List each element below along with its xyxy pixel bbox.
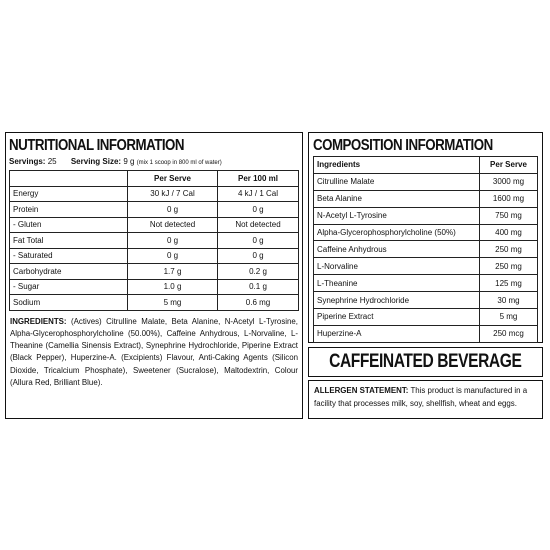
serving-size-note: (mix 1 scoop in 800 ml of water) [136,160,222,166]
nutrient-per-100ml: 0.1 g [218,279,299,295]
composition-ingredient-name: Caffeine Anhydrous [314,241,480,258]
nutrition-header-per-100ml: Per 100 ml [218,171,299,187]
nutrition-header-blank [10,171,128,187]
nutrient-name: - Saturated [10,248,128,264]
composition-row [314,173,538,190]
composition-ingredient-amount: 250 mcg [480,325,538,342]
composition-ingredient-name: Alpha-Glycerophosphorylcholine (50%) [314,224,480,241]
composition-header-row [314,157,538,174]
caffeinated-beverage-banner [308,347,543,377]
composition-row [314,325,538,342]
servings-line [9,156,299,170]
composition-row [314,207,538,224]
composition-ingredient-name: Synephrine Hydrochloride [314,292,480,309]
nutrition-row-sugar [10,279,299,295]
nutrient-name: - Sugar [10,279,128,295]
nutrition-row-sodium [10,295,299,311]
allergen-text: This product is manufactured in a facility that processes milk, soy, shellfish, wheat and eggs. [314,386,528,408]
composition-row [314,190,538,207]
composition-ingredient-amount: 750 mg [480,207,538,224]
composition-row [314,241,538,258]
composition-row [314,224,538,241]
nutrient-per-serve: Not detected [128,217,218,233]
composition-header-ingredients: Ingredients [314,157,480,174]
nutrient-per-100ml: 0.6 mg [218,295,299,311]
composition-ingredient-name: Citrulline Malate [314,173,480,190]
composition-row [314,292,538,309]
composition-ingredient-amount: 5 mg [480,309,538,326]
nutrient-per-serve: 0 g [128,233,218,249]
nutrient-name: Fat Total [10,233,128,249]
nutrient-per-100ml: Not detected [218,217,299,233]
composition-ingredient-name: Huperzine-A [314,325,480,342]
nutrition-row-carbohydrate [10,264,299,280]
nutrient-per-100ml: 0 g [218,248,299,264]
composition-ingredient-amount: 250 mg [480,258,538,275]
nutrient-name: Energy [10,186,128,202]
composition-row [314,275,538,292]
nutrient-per-serve: 5 mg [128,295,218,311]
composition-ingredient-amount: 1600 mg [480,190,538,207]
nutrition-table [9,170,299,311]
nutrition-row-saturated [10,248,299,264]
nutrient-per-serve: 0 g [128,248,218,264]
ingredients-label: INGREDIENTS: [10,316,67,326]
serving-size-label: Serving Size: [70,157,122,166]
nutrition-header-per-serve: Per Serve [128,171,218,187]
allergen-statement [314,385,537,410]
composition-row [314,309,538,326]
nutrient-per-100ml: 0 g [218,233,299,249]
nutrient-per-100ml: 0 g [218,202,299,218]
composition-information-panel [308,132,543,343]
nutrient-name: Sodium [10,295,128,311]
composition-ingredient-amount: 250 mg [480,241,538,258]
nutrition-row-gluten [10,217,299,233]
nutrient-per-serve: 30 kJ / 7 Cal [128,186,218,202]
nutrient-per-serve: 0 g [128,202,218,218]
banner-text: CAFFEINATED BEVERAGE [329,351,522,372]
allergen-statement-panel [308,380,543,419]
ingredients-text: (Actives) Citrulline Malate, Beta Alanine, N-Acetyl L-Tyrosine, Alpha-Glycerophosphorylcholine (50.00%), Caffeine Anhydrous, L-Norvaline, L-Theanine (Camellia Sinensis Extract), Synephrine Hydrochloride, Piperine Extract (Black Pepper), Huperzine-A. (Excipients) Flavour, Anti-Caking Agents (Silicon Dioxide, Tricalcium Phosphate), Sweetener (Sucralose), Maltodextrin, Colour (Allura Red, Brilliant Blue). [10,316,298,387]
composition-ingredient-name: N-Acetyl L-Tyrosine [314,207,480,224]
nutrient-per-100ml: 4 kJ / 1 Cal [218,186,299,202]
composition-header-per-serve: Per Serve [480,157,538,174]
composition-ingredient-amount: 400 mg [480,224,538,241]
composition-ingredient-name: Piperine Extract [314,309,480,326]
composition-row [314,258,538,275]
nutrition-row-fat-total [10,233,299,249]
servings-value: 25 [47,157,57,166]
nutrient-per-100ml: 0.2 g [218,264,299,280]
nutrient-per-serve: 1.0 g [128,279,218,295]
composition-title: COMPOSITION INFORMATION [313,137,493,154]
composition-ingredient-name: L-Norvaline [314,258,480,275]
nutrition-header-row [10,171,299,187]
serving-size-value: 9 g [123,157,135,166]
nutrient-name: Protein [10,202,128,218]
nutrition-row-energy [10,186,299,202]
composition-ingredient-name: Beta Alanine [314,190,480,207]
composition-ingredient-name: L-Theanine [314,275,480,292]
nutrition-row-protein [10,202,299,218]
nutrition-title: NUTRITIONAL INFORMATION [9,137,184,154]
nutrient-per-serve: 1.7 g [128,264,218,280]
composition-ingredient-amount: 125 mg [480,275,538,292]
nutrient-name: Carbohydrate [10,264,128,280]
nutritional-information-panel [5,132,303,419]
allergen-label: ALLERGEN STATEMENT: [314,386,409,395]
composition-table [313,156,538,343]
ingredients-block [9,316,299,390]
nutrient-name: - Gluten [10,217,128,233]
composition-ingredient-amount: 3000 mg [480,173,538,190]
composition-ingredient-amount: 30 mg [480,292,538,309]
servings-label: Servings: [9,157,46,166]
